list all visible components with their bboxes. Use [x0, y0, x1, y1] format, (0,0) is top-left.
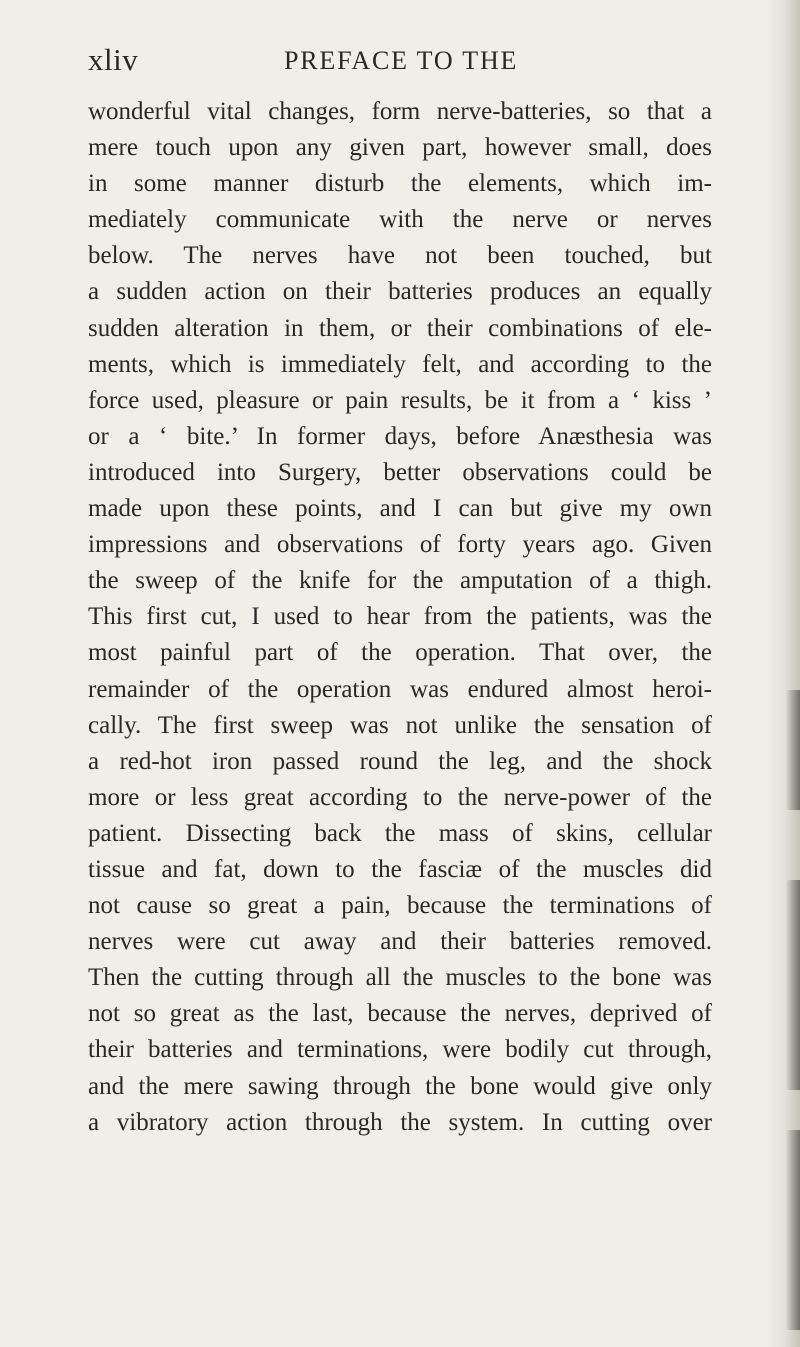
text-line: below. The nerves have not been touched, but: [88, 242, 712, 270]
text-line: in some manner disturb the elements, which im-: [88, 170, 712, 198]
page-edge-mark: [786, 880, 800, 1090]
text-line: their batteries and terminations, were bodily cut through,: [88, 1036, 712, 1064]
running-title: PREFACE TO THE: [284, 46, 519, 75]
text-line: impressions and observations of forty years ago. Given: [88, 531, 712, 559]
text-line: a vibratory action through the system. In cutting over: [88, 1108, 712, 1136]
text-line: force used, pleasure or pain results, be it from a ‘ kiss ’: [88, 386, 712, 414]
text-line: and the mere sawing through the bone would give only: [88, 1072, 712, 1100]
text-line: mere touch upon any given part, however small, does: [88, 134, 712, 162]
page-edge-mark: [786, 690, 800, 810]
text-line: remainder of the operation was endured almost heroi-: [88, 675, 712, 703]
text-line: cally. The first sweep was not unlike the sensation of: [88, 711, 712, 739]
text-line: mediately communicate with the nerve or nerves: [88, 206, 712, 234]
text-line: wonderful vital changes, form nerve-batteries, so that a: [88, 98, 712, 125]
text-line: made upon these points, and I can but give my own: [88, 495, 712, 523]
text-line: not cause so great a pain, because the terminations of: [88, 892, 712, 920]
text-line: most painful part of the operation. That over, the: [88, 639, 712, 667]
text-line: This first cut, I used to hear from the patients, was the: [88, 603, 712, 631]
page-number: xliv: [88, 42, 139, 77]
text-line: sudden alteration in them, or their combinations of ele-: [88, 314, 712, 342]
running-head: [88, 42, 712, 78]
body-text: [88, 94, 712, 1141]
text-line: a sudden action on their batteries produces an equally: [88, 278, 712, 306]
text-line: or a ‘ bite.’ In former days, before Anæsthesia was: [88, 422, 712, 450]
text-line: not so great as the last, because the nerves, deprived of: [88, 1000, 712, 1028]
text-line: more or less great according to the nerve-power of the: [88, 783, 712, 811]
text-line: tissue and fat, down to the fasciæ of the muscles did: [88, 855, 712, 883]
text-line: nerves were cut away and their batteries removed.: [88, 928, 712, 956]
page-edge-mark: [786, 1130, 800, 1330]
text-line: introduced into Surgery, better observations could be: [88, 458, 712, 486]
text-line: a red-hot iron passed round the leg, and the shock: [88, 747, 712, 775]
text-line: Then the cutting through all the muscles to the bone was: [88, 964, 712, 992]
text-line: ments, which is immediately felt, and according to the: [88, 350, 712, 378]
text-line: patient. Dissecting back the mass of skins, cellular: [88, 819, 712, 847]
text-line: the sweep of the knife for the amputation of a thigh.: [88, 567, 712, 595]
